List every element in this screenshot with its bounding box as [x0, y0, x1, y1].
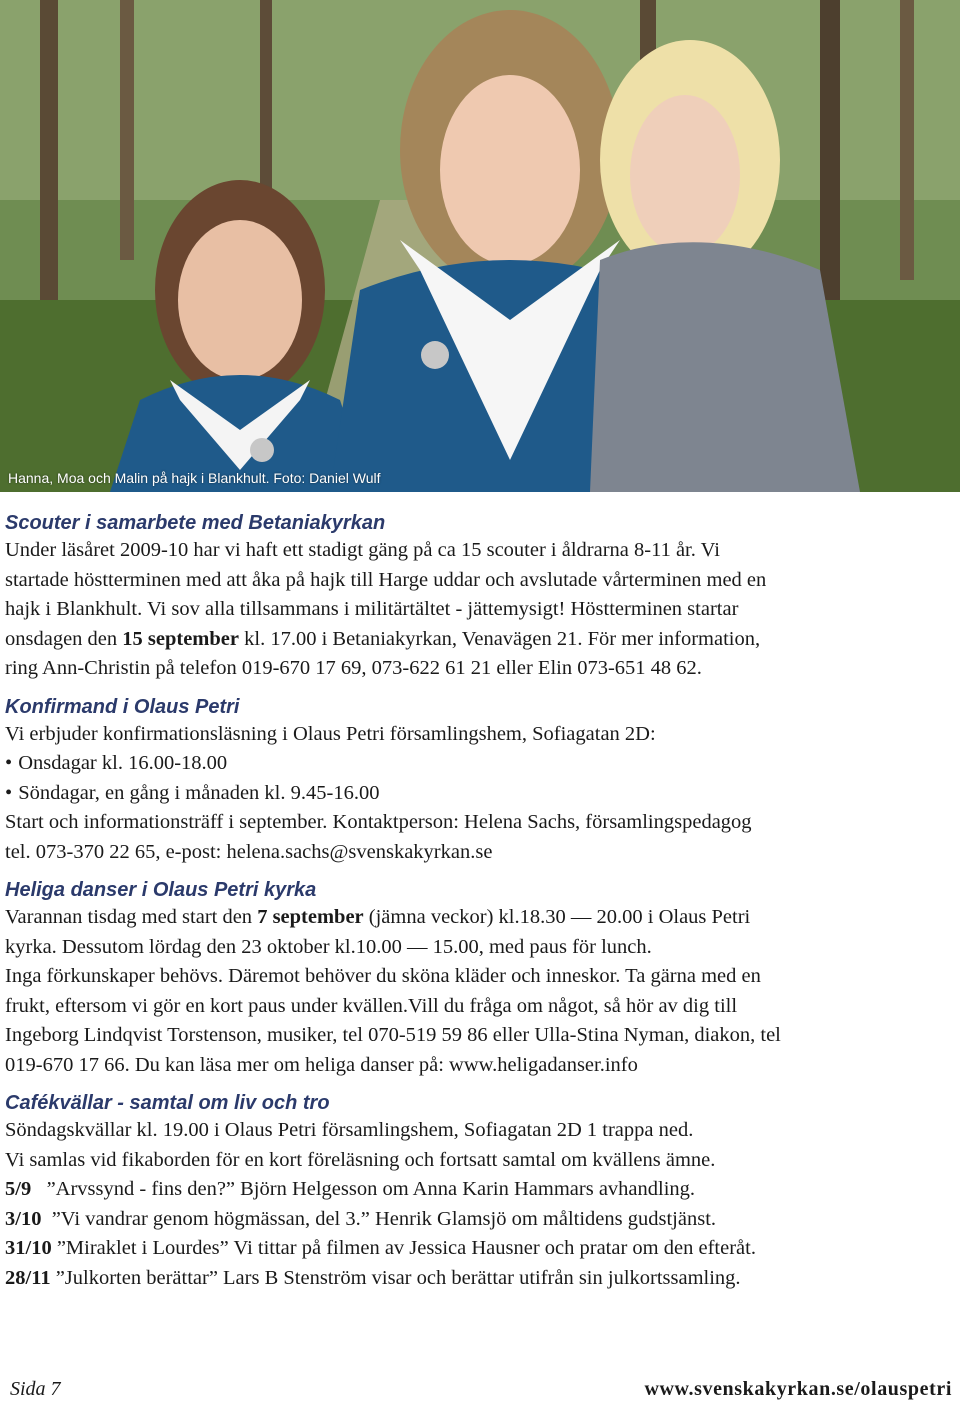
program-row	[5, 1175, 950, 1205]
section-cafe	[5, 1090, 950, 1293]
highlighted-date: 15 september	[122, 627, 239, 650]
section-danser	[5, 877, 950, 1080]
bullet-item: • Söndagar, en gång i månaden kl. 9.45-16.00	[5, 779, 950, 809]
highlighted-date: 7 september	[257, 906, 364, 928]
text-line: Ingeborg Lindqvist Torstenson, musiker, tel 070-519 59 86 eller Ulla-Stina Nyman, diakon, tel	[5, 1024, 781, 1046]
text-line: Start och informationsträff i september. Kontaktperson: Helena Sachs, församlingspedagog	[5, 811, 752, 833]
program-text: ”Vi vandrar genom högmässan, del 3.” Henrik Glamsjö om måltidens gudstjänst.	[51, 1207, 717, 1230]
article-content	[5, 510, 950, 1303]
text-line: Vi erbjuder konfirmationsläsning i Olaus Petri församlingshem, Sofiagatan 2D:	[5, 722, 656, 745]
text-line: ring Ann-Christin på telefon 019-670 17 69, 073-622 61 21 eller Elin 073-651 48 62.	[5, 657, 702, 679]
program-row	[5, 1234, 950, 1264]
page-number: Sida 7	[10, 1378, 61, 1400]
heading-danser: Heliga danser i Olaus Petri kyrka	[5, 879, 317, 901]
scout-photo	[0, 0, 960, 492]
bullet-item: • Onsdagar kl. 16.00-18.00	[5, 749, 950, 779]
text-line	[5, 903, 950, 933]
program-date: 3/10	[5, 1207, 42, 1230]
text-segment: kl. 17.00 i Betaniakyrkan, Venavägen 21. För mer information,	[239, 627, 761, 650]
text-line: hajk i Blankhult. Vi sov alla tillsammans i militärtältet - jättemysigt! Höstterminen startar	[5, 598, 739, 620]
text-segment: onsdagen den	[5, 627, 123, 650]
heading-konfirmand: Konfirmand i Olaus Petri	[5, 695, 240, 718]
text-segment: Varannan tisdag med start den	[5, 906, 258, 928]
text-line: tel. 073-370 22 65, e-post: helena.sachs@svenskakyrkan.se	[5, 840, 493, 863]
program-text: ”Julkorten berättar” Lars B Stenström visar och berättar utifrån sin julkortssamling.	[55, 1266, 741, 1289]
text-line: 019-670 17 66. Du kan läsa mer om heliga danser på: www.heligadanser.info	[5, 1053, 638, 1076]
photo-caption: Hanna, Moa och Malin på hajk i Blankhult. Foto: Daniel Wulf	[8, 470, 381, 486]
heading-cafe: Cafékvällar - samtal om liv och tro	[5, 1092, 330, 1114]
text-segment: (jämna veckor) kl.18.30 — 20.00 i Olaus Petri	[363, 906, 751, 928]
text-line: Under läsåret 2009-10 har vi haft ett stadigt gäng på ca 15 scouter i åldrarna 8-11 år. Vi	[5, 539, 720, 561]
program-text: ”Miraklet i Lourdes” Vi tittar på filmen av Jessica Hausner och pratar om den efteråt.	[56, 1237, 756, 1259]
program-row	[5, 1264, 950, 1294]
section-scouter	[5, 510, 950, 684]
program-text: ”Arvssynd - fins den?” Björn Helgesson om Anna Karin Hammars avhandling.	[46, 1178, 696, 1200]
text-line	[5, 625, 950, 655]
footer-url[interactable]: www.svenskakyrkan.se/olauspetri	[644, 1378, 952, 1400]
text-line: Inga förkunskaper behövs. Däremot behöver du sköna kläder och inneskor. Ta gärna med en	[5, 965, 761, 987]
program-row	[5, 1205, 950, 1235]
page-footer	[10, 1378, 952, 1404]
program-date: 31/10	[5, 1237, 52, 1259]
text-line: kyrka. Dessutom lördag den 23 oktober kl.10.00 — 15.00, med paus för lunch.	[5, 935, 652, 958]
text-line: Vi samlas vid fikaborden för en kort föreläsning och fortsatt samtal om kvällens ämne.	[5, 1148, 716, 1171]
program-date: 5/9	[5, 1178, 32, 1200]
heading-scouter: Scouter i samarbete med Betaniakyrkan	[5, 512, 386, 534]
text-line: frukt, eftersom vi gör en kort paus under kvällen.Vill du fråga om något, så hör av dig till	[5, 994, 738, 1017]
text-line: Söndagskvällar kl. 19.00 i Olaus Petri församlingshem, Sofiagatan 2D 1 trappa ned.	[5, 1119, 694, 1141]
program-date: 28/11	[5, 1266, 51, 1289]
text-line: startade höstterminen med att åka på hajk till Harge uddar och avslutade vårterminen med en	[5, 568, 767, 591]
scout-photo-illustration	[0, 0, 960, 492]
section-konfirmand	[5, 694, 950, 868]
